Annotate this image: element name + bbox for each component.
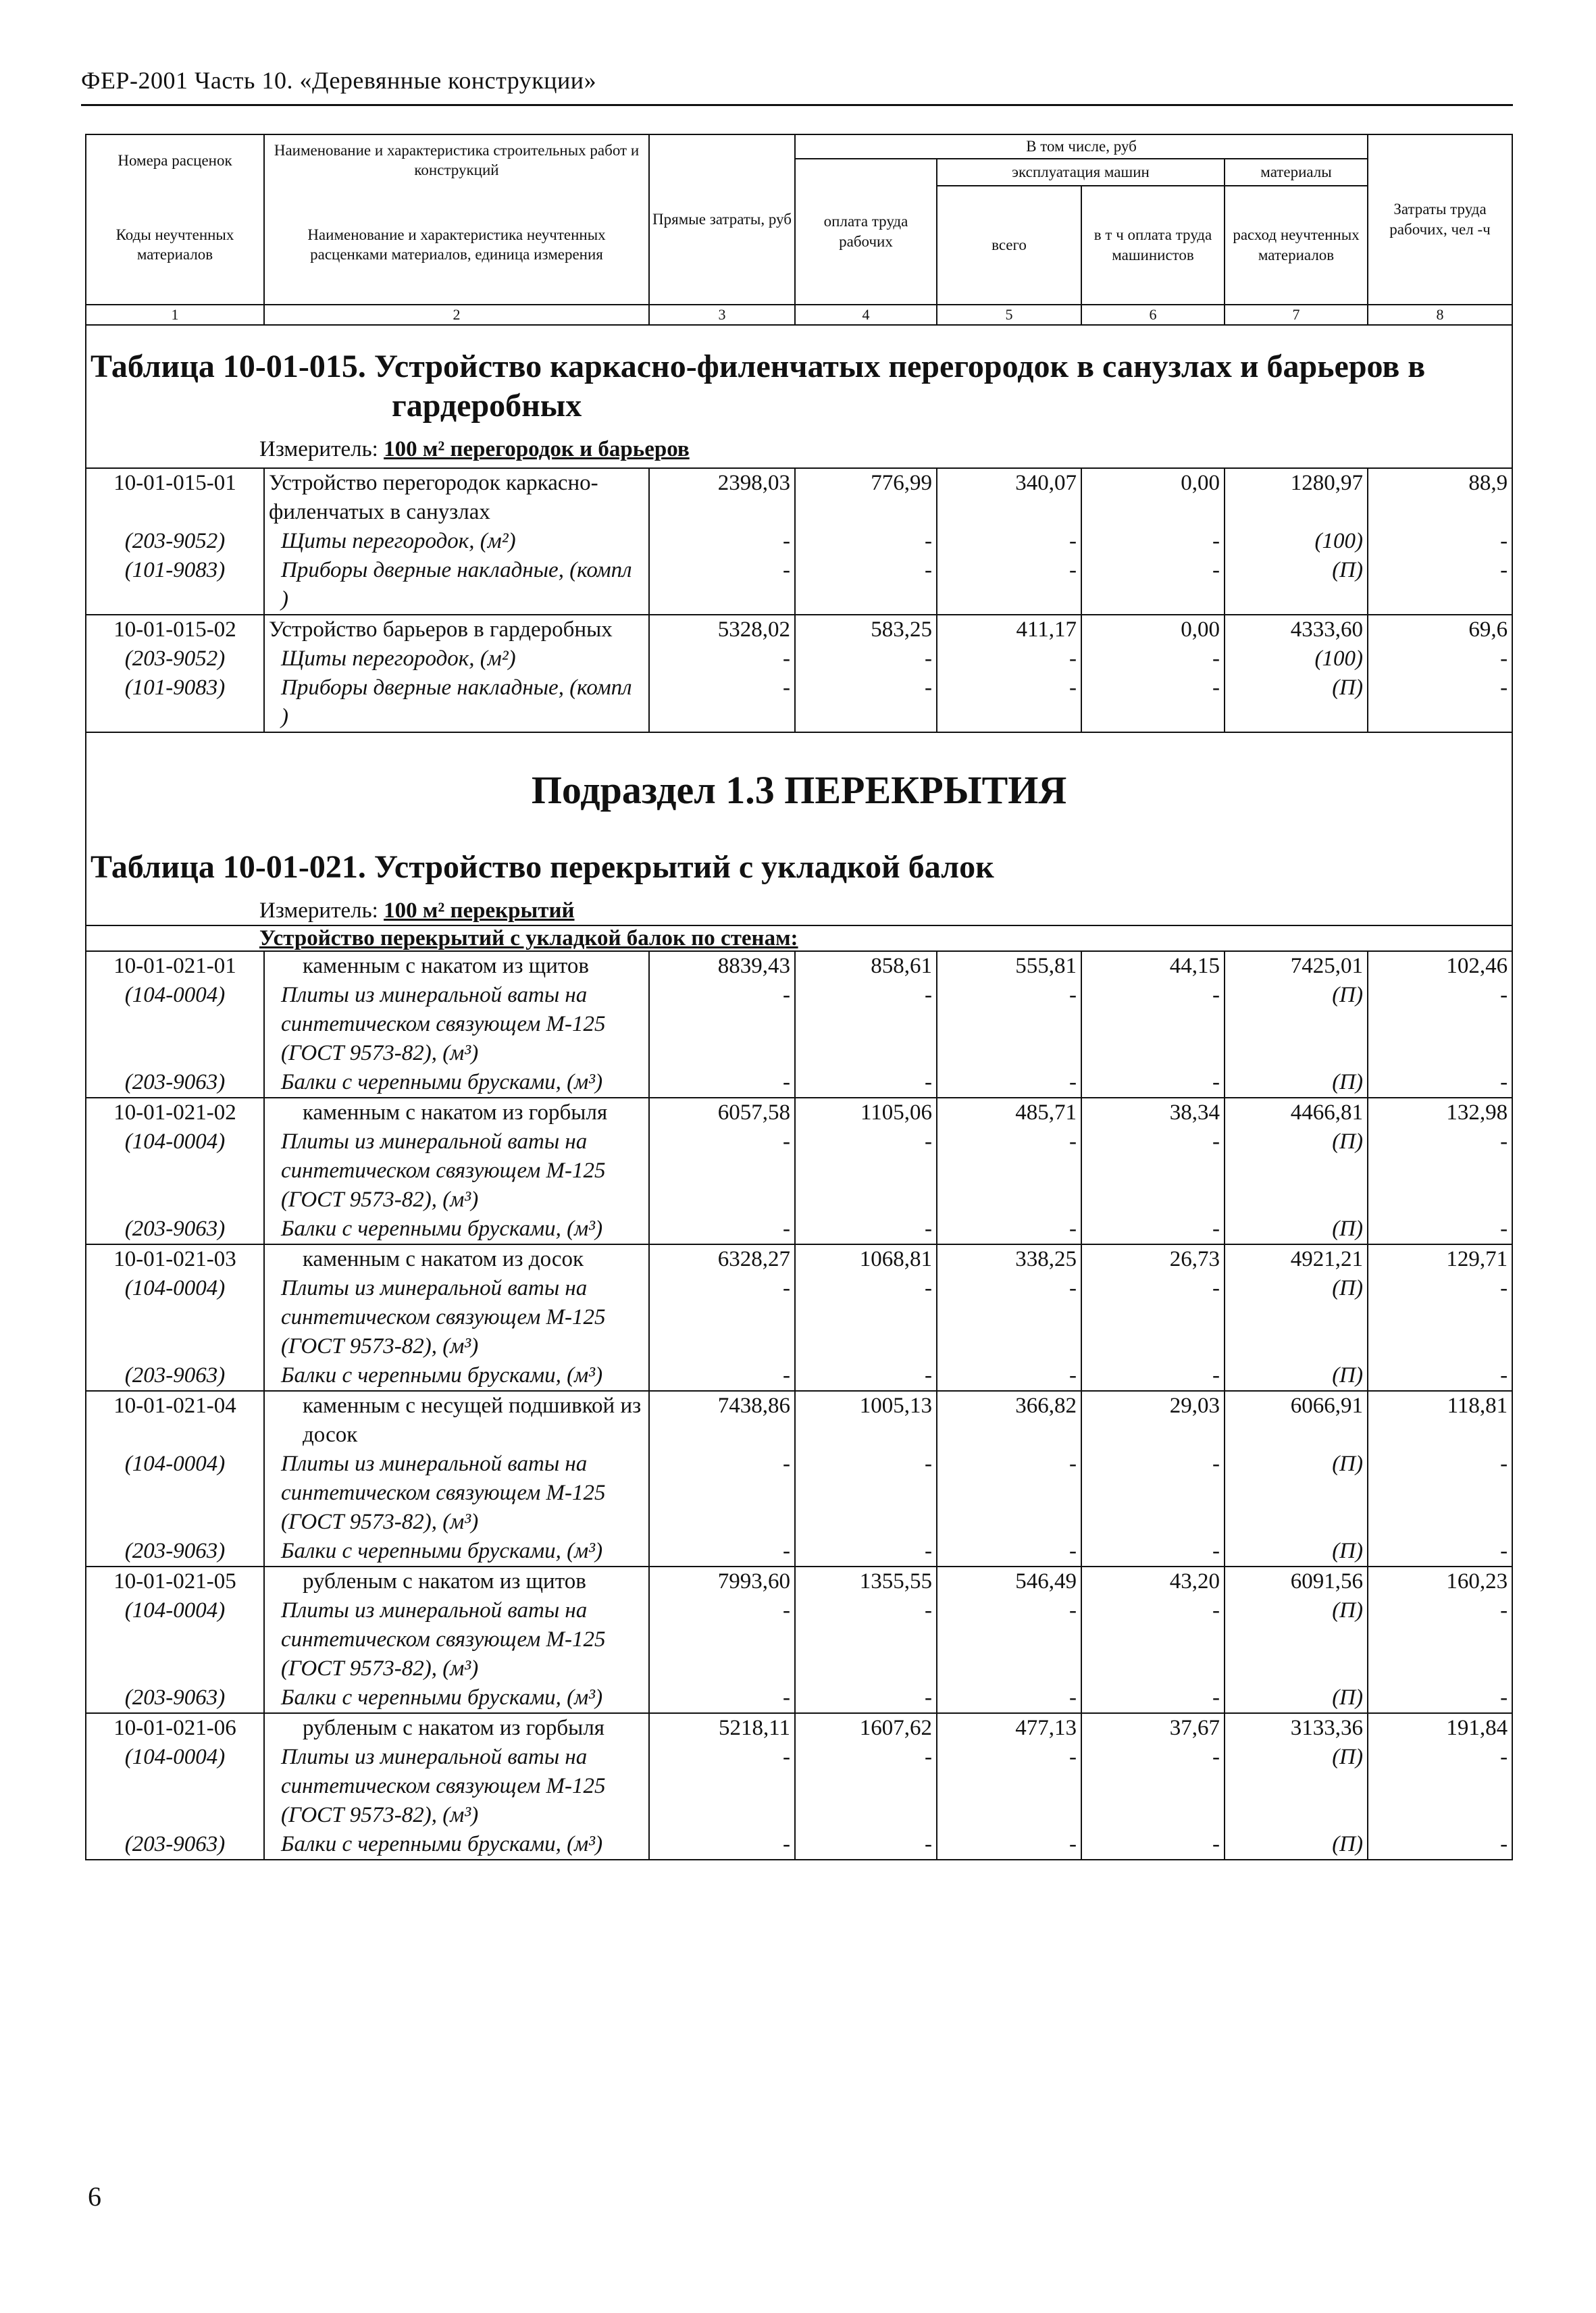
table-row — [86, 1098, 1512, 1127]
including-header: В том числе, руб — [795, 134, 1368, 159]
material-c7: (П) — [1225, 1361, 1368, 1391]
materials-header: материалы — [1225, 159, 1368, 186]
table-021-meter — [91, 887, 1508, 925]
material-c7: (100) — [1225, 644, 1368, 673]
dash-cell: - — [1368, 1743, 1512, 1830]
dash-cell: - — [1081, 1683, 1225, 1713]
material-code: (203-9063) — [86, 1830, 264, 1860]
material-name: Плиты из минеральной ваты на синтетическом связующем М-125 (ГОСТ 9573-82), (м³) — [264, 981, 649, 1068]
row-c5: 338,25 — [937, 1244, 1081, 1274]
table-row — [86, 615, 1512, 644]
row-c8: 129,71 — [1368, 1244, 1512, 1274]
row-c7: 4921,21 — [1225, 1244, 1368, 1274]
row-c3: 8839,43 — [649, 951, 795, 981]
dash-cell: - — [1081, 1361, 1225, 1391]
material-row — [86, 1274, 1512, 1361]
row-c7: 4333,60 — [1225, 615, 1368, 644]
row-c6: 0,00 — [1081, 615, 1225, 644]
material-name: Балки с черепными брусками, (м³) — [264, 1683, 649, 1713]
dash-cell: - — [649, 981, 795, 1068]
row-c8: 160,23 — [1368, 1567, 1512, 1596]
material-code: (104-0004) — [86, 1450, 264, 1537]
col1-header-bottom: Коды неучтенных материалов — [86, 186, 264, 305]
material-row — [86, 1537, 1512, 1567]
table-row — [86, 468, 1512, 527]
dash-cell: - — [795, 1450, 937, 1537]
material-c7: (П) — [1225, 1743, 1368, 1830]
col5-header: всего — [937, 186, 1081, 305]
dash-cell: - — [795, 1596, 937, 1683]
table-015-title: Таблица 10-01-015. Устройство каркасно-филенчатых перегородок в санузлах и барьеров в гардеробных — [91, 349, 1426, 424]
dash-cell: - — [795, 1274, 937, 1361]
material-c7: (П) — [1225, 556, 1368, 615]
row-c6: 44,15 — [1081, 951, 1225, 981]
material-row — [86, 1215, 1512, 1244]
material-row — [86, 1683, 1512, 1713]
dash-cell: - — [649, 1683, 795, 1713]
dash-cell: - — [1368, 1450, 1512, 1537]
material-name: Щиты перегородок, (м²) — [264, 644, 649, 673]
dash-cell: - — [1081, 1215, 1225, 1244]
material-row — [86, 1068, 1512, 1098]
dash-cell: - — [937, 1683, 1081, 1713]
dash-cell: - — [1081, 1068, 1225, 1098]
dash-cell: - — [937, 1361, 1081, 1391]
row-name: каменным с накатом из горбыля — [264, 1098, 649, 1127]
dash-cell: - — [795, 1830, 937, 1860]
row-c8: 132,98 — [1368, 1098, 1512, 1127]
material-code: (203-9052) — [86, 527, 264, 556]
col7-header: расход неучтенных материалов — [1225, 186, 1368, 305]
dash-cell: - — [1081, 981, 1225, 1068]
meter-value: 100 м² перегородок и барьеров — [384, 437, 690, 461]
dash-cell: - — [1081, 1537, 1225, 1567]
machines-header: эксплуатация машин — [937, 159, 1225, 186]
row-c3: 7438,86 — [649, 1391, 795, 1450]
material-row — [86, 1127, 1512, 1215]
page-number: 6 — [88, 2181, 101, 2212]
row-name: рубленым с накатом из щитов — [264, 1567, 649, 1596]
material-name: Щиты перегородок, (м²) — [264, 527, 649, 556]
dash-cell: - — [795, 1537, 937, 1567]
material-c7: (П) — [1225, 1596, 1368, 1683]
row-code: 10-01-021-04 — [86, 1391, 264, 1450]
meter-value: 100 м² перекрытий — [384, 898, 575, 923]
material-code: (203-9063) — [86, 1361, 264, 1391]
col2-header-top: Наименование и характеристика строительных работ и конструкций — [264, 134, 649, 186]
material-c7: (П) — [1225, 1830, 1368, 1860]
material-row — [86, 1361, 1512, 1391]
material-c7: (П) — [1225, 1274, 1368, 1361]
material-name: Приборы дверные накладные, (компл ) — [264, 556, 649, 615]
dash-cell: - — [1368, 1127, 1512, 1215]
dash-cell: - — [795, 1743, 937, 1830]
dash-cell: - — [1368, 1068, 1512, 1098]
row-c3: 5218,11 — [649, 1713, 795, 1743]
row-c8: 102,46 — [1368, 951, 1512, 981]
dash-cell: - — [649, 1068, 795, 1098]
dash-cell: - — [649, 1596, 795, 1683]
row-c5: 555,81 — [937, 951, 1081, 981]
material-code: (104-0004) — [86, 1127, 264, 1215]
material-code: (101-9083) — [86, 673, 264, 732]
material-c7: (П) — [1225, 981, 1368, 1068]
row-c7: 3133,36 — [1225, 1713, 1368, 1743]
col-number: 4 — [795, 305, 937, 326]
dash-cell: - — [1368, 981, 1512, 1068]
dash-cell: - — [937, 981, 1081, 1068]
material-code: (203-9063) — [86, 1683, 264, 1713]
col8-header: Затраты труда рабочих, чел -ч — [1368, 134, 1512, 305]
col-number: 5 — [937, 305, 1081, 326]
row-c5: 340,07 — [937, 468, 1081, 527]
row-code: 10-01-015-02 — [86, 615, 264, 644]
row-c7: 6066,91 — [1225, 1391, 1368, 1450]
material-c7: (П) — [1225, 1068, 1368, 1098]
material-row: (101-9083) Приборы дверные накладные, (компл ) - - - - (П) - — [86, 556, 1512, 615]
material-row — [86, 981, 1512, 1068]
price-table — [85, 320, 1513, 1860]
dash-cell: - — [937, 1537, 1081, 1567]
material-row: (203-9052) Щиты перегородок, (м²) - - - - (100) - — [86, 527, 1512, 556]
dash-cell: - — [1368, 1683, 1512, 1713]
material-c7: (100) — [1225, 527, 1368, 556]
meter-label: Измеритель: — [259, 437, 378, 461]
material-row — [86, 1743, 1512, 1830]
col-number: 1 — [86, 305, 264, 326]
dash-cell: - — [649, 1361, 795, 1391]
row-c4: 1607,62 — [795, 1713, 937, 1743]
col1-header-top: Номера расценок — [86, 134, 264, 186]
dash-cell: - — [649, 1537, 795, 1567]
material-name: Балки с черепными брусками, (м³) — [264, 1068, 649, 1098]
material-code: (101-9083) — [86, 556, 264, 615]
row-c8: 191,84 — [1368, 1713, 1512, 1743]
material-c7: (П) — [1225, 1683, 1368, 1713]
dash-cell: - — [1081, 1743, 1225, 1830]
material-row — [86, 1596, 1512, 1683]
material-code: (104-0004) — [86, 1743, 264, 1830]
row-name: Устройство перегородок каркасно-филенчатых в санузлах — [264, 468, 649, 527]
material-code: (203-9063) — [86, 1215, 264, 1244]
page-header: ФЕР-2001 Часть 10. «Деревянные конструкции» — [81, 66, 1513, 106]
row-c5: 485,71 — [937, 1098, 1081, 1127]
subsection-title: Подраздел 1.3 ПЕРЕКРЫТИЯ — [531, 768, 1067, 812]
col2-header-bottom: Наименование и характеристика неучтенных расценками материалов, единица измерения — [264, 186, 649, 305]
dash-cell: - — [937, 1274, 1081, 1361]
row-c6: 26,73 — [1081, 1244, 1225, 1274]
row-c7: 4466,81 — [1225, 1098, 1368, 1127]
row-c4: 776,99 — [795, 468, 937, 527]
dash-cell: - — [795, 981, 937, 1068]
row-c6: 37,67 — [1081, 1713, 1225, 1743]
material-name: Приборы дверные накладные, (компл ) — [264, 673, 649, 732]
table-015-meter — [91, 426, 1508, 463]
row-c4: 1105,06 — [795, 1098, 937, 1127]
material-c7: (П) — [1225, 1537, 1368, 1567]
row-code: 10-01-021-03 — [86, 1244, 264, 1274]
col-number: 2 — [264, 305, 649, 326]
dash-cell: - — [649, 1830, 795, 1860]
dash-cell: - — [795, 1683, 937, 1713]
table-row — [86, 1713, 1512, 1743]
col-number: 8 — [1368, 305, 1512, 326]
material-name: Плиты из минеральной ваты на синтетическом связующем М-125 (ГОСТ 9573-82), (м³) — [264, 1743, 649, 1830]
row-c7: 6091,56 — [1225, 1567, 1368, 1596]
dash-cell: - — [1081, 1596, 1225, 1683]
material-row — [86, 1450, 1512, 1537]
material-code: (104-0004) — [86, 981, 264, 1068]
dash-cell: - — [1081, 1127, 1225, 1215]
column-header-table — [85, 134, 1513, 326]
row-c5: 477,13 — [937, 1713, 1081, 1743]
dash-cell: - — [1081, 1830, 1225, 1860]
row-c4: 1355,55 — [795, 1567, 937, 1596]
dash-cell: - — [649, 1274, 795, 1361]
dash-cell: - — [649, 1450, 795, 1537]
material-name: Плиты из минеральной ваты на синтетическом связующем М-125 (ГОСТ 9573-82), (м³) — [264, 1450, 649, 1537]
row-name: Устройство барьеров в гардеробных — [264, 615, 649, 644]
subsection-cell — [86, 732, 1512, 925]
dash-cell: - — [649, 1127, 795, 1215]
col-number: 6 — [1081, 305, 1225, 326]
row-c3: 6328,27 — [649, 1244, 795, 1274]
dash-cell: - — [937, 1450, 1081, 1537]
material-code: (104-0004) — [86, 1274, 264, 1361]
dash-cell: - — [1368, 1361, 1512, 1391]
dash-cell: - — [795, 1127, 937, 1215]
dash-cell: - — [1368, 1274, 1512, 1361]
table-row — [86, 1391, 1512, 1450]
dash-cell: - — [649, 1215, 795, 1244]
row-c5: 411,17 — [937, 615, 1081, 644]
row-name: рубленым с накатом из горбыля — [264, 1713, 649, 1743]
row-c7: 1280,97 — [1225, 468, 1368, 527]
dash-cell: - — [937, 1830, 1081, 1860]
dash-cell: - — [649, 1743, 795, 1830]
row-c3: 7993,60 — [649, 1567, 795, 1596]
col3-header: Прямые затраты, руб — [649, 134, 795, 305]
material-name: Балки с черепными брусками, (м³) — [264, 1830, 649, 1860]
material-name: Плиты из минеральной ваты на синтетическом связующем М-125 (ГОСТ 9573-82), (м³) — [264, 1274, 649, 1361]
row-c3: 6057,58 — [649, 1098, 795, 1127]
dash-cell: - — [937, 1068, 1081, 1098]
row-c6: 29,03 — [1081, 1391, 1225, 1450]
row-code: 10-01-015-01 — [86, 468, 264, 527]
material-c7: (П) — [1225, 1127, 1368, 1215]
material-row — [86, 1830, 1512, 1860]
material-c7: (П) — [1225, 1215, 1368, 1244]
row-c4: 1005,13 — [795, 1391, 937, 1450]
dash-cell: - — [1368, 1596, 1512, 1683]
row-c3: 5328,02 — [649, 615, 795, 644]
row-c5: 546,49 — [937, 1567, 1081, 1596]
dash-cell: - — [795, 1361, 937, 1391]
material-c7: (П) — [1225, 1450, 1368, 1537]
material-name: Плиты из минеральной ваты на синтетическом связующем М-125 (ГОСТ 9573-82), (м³) — [264, 1596, 649, 1683]
group-heading-cell — [86, 925, 1512, 951]
meter-label: Измеритель: — [259, 898, 378, 923]
material-code: (104-0004) — [86, 1596, 264, 1683]
material-name: Балки с черепными брусками, (м³) — [264, 1215, 649, 1244]
row-c4: 583,25 — [795, 615, 937, 644]
dash-cell: - — [795, 1068, 937, 1098]
dash-cell: - — [937, 1127, 1081, 1215]
material-code: (203-9063) — [86, 1068, 264, 1098]
row-code: 10-01-021-06 — [86, 1713, 264, 1743]
dash-cell: - — [937, 1596, 1081, 1683]
row-c4: 858,61 — [795, 951, 937, 981]
row-code: 10-01-021-02 — [86, 1098, 264, 1127]
row-name: каменным с несущей подшивкой из досок — [264, 1391, 649, 1450]
row-c5: 366,82 — [937, 1391, 1081, 1450]
row-code: 10-01-021-05 — [86, 1567, 264, 1596]
col-number: 7 — [1225, 305, 1368, 326]
row-name: каменным с накатом из досок — [264, 1244, 649, 1274]
row-code: 10-01-021-01 — [86, 951, 264, 981]
row-c8: 118,81 — [1368, 1391, 1512, 1450]
material-name: Балки с черепными брусками, (м³) — [264, 1537, 649, 1567]
row-c6: 0,00 — [1081, 468, 1225, 527]
dash-cell: - — [1368, 1537, 1512, 1567]
group-heading: Устройство перекрытий с укладкой балок по стенам: — [259, 926, 798, 950]
row-c4: 1068,81 — [795, 1244, 937, 1274]
row-name: каменным с накатом из щитов — [264, 951, 649, 981]
dash-cell: - — [795, 1215, 937, 1244]
material-c7: (П) — [1225, 673, 1368, 732]
dash-cell: - — [937, 1743, 1081, 1830]
material-code: (203-9063) — [86, 1537, 264, 1567]
table-row — [86, 1567, 1512, 1596]
row-c3: 2398,03 — [649, 468, 795, 527]
col6-header: в т ч оплата труда машинистов — [1081, 186, 1225, 305]
row-c6: 38,34 — [1081, 1098, 1225, 1127]
dash-cell: - — [1081, 1450, 1225, 1537]
row-c8: 69,6 — [1368, 615, 1512, 644]
table-015-title-cell — [86, 320, 1512, 468]
table-021-title: Таблица 10-01-021. Устройство перекрытий с укладкой балок — [91, 849, 994, 885]
dash-cell: - — [937, 1215, 1081, 1244]
row-c7: 7425,01 — [1225, 951, 1368, 981]
material-name: Балки с черепными брусками, (м³) — [264, 1361, 649, 1391]
dash-cell: - — [1368, 1830, 1512, 1860]
table-row — [86, 1244, 1512, 1274]
material-name: Плиты из минеральной ваты на синтетическом связующем М-125 (ГОСТ 9573-82), (м³) — [264, 1127, 649, 1215]
material-code: (203-9052) — [86, 644, 264, 673]
material-row: (203-9052) Щиты перегородок, (м²) - - - - (100) - — [86, 644, 1512, 673]
dash-cell: - — [1368, 1215, 1512, 1244]
table-row — [86, 951, 1512, 981]
col-number: 3 — [649, 305, 795, 326]
row-c6: 43,20 — [1081, 1567, 1225, 1596]
col4-header: оплата труда рабочих — [795, 159, 937, 305]
row-c8: 88,9 — [1368, 468, 1512, 527]
dash-cell: - — [1081, 1274, 1225, 1361]
material-row: (101-9083) Приборы дверные накладные, (компл ) - - - - (П) - — [86, 673, 1512, 732]
